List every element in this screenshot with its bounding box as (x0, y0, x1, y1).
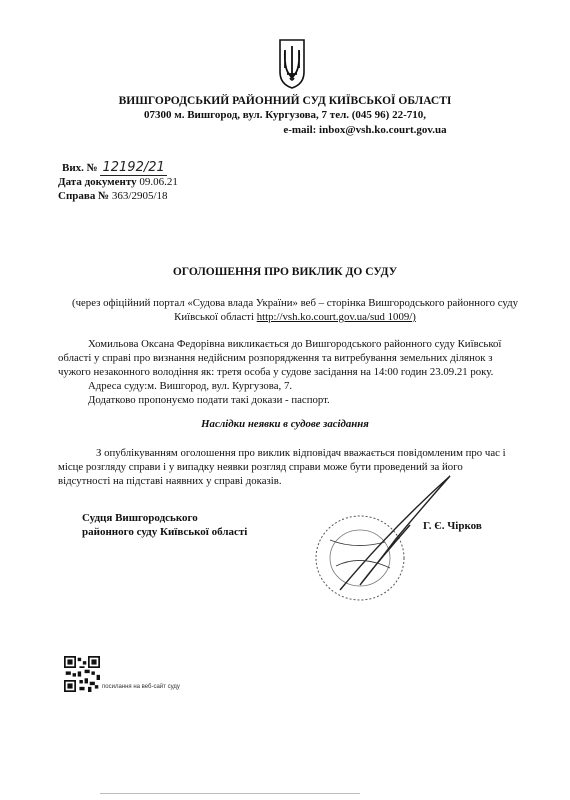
para2-line2: місце розгляду справи і у випадку неявки розгляд справи може бути проведений за його (58, 461, 463, 473)
case-value: 363/2905/18 (111, 190, 168, 202)
court-stamp-signature (300, 470, 470, 620)
scan-edge-line (100, 793, 360, 794)
consequence-title: Наслідки неявки в судове засідання (201, 418, 369, 430)
court-portal-link[interactable]: http://vsh.ko.court.gov.ua/sud 1009/) (256, 311, 416, 323)
court-name: ВИШГОРОДСЬКИЙ РАЙОННИЙ СУД КИЇВСЬКОЇ ОБЛАСТІ (118, 95, 452, 107)
outgoing-label: Вих. № (62, 162, 98, 174)
judge-title-line1: Судця Вишгородського (82, 512, 198, 524)
court-address: 07300 м. Вишгород, вул. Кургузова, 7 тел. (045 96) 22-710, (143, 109, 427, 121)
judge-title-line2: районного суду Київської області (82, 526, 248, 538)
case-number (58, 190, 168, 202)
qr-caption: посилання на веб-сайт суду (102, 684, 180, 690)
para1-line1: Хомильова Оксана Федорівна викликається до Вишгородського районного суду Київської (88, 338, 502, 350)
doc-date (58, 176, 178, 188)
court-address-line: Адреса суду:м. Вишгород, вул. Кургузова, 7. (88, 380, 293, 392)
judge-name: Г. Є. Чірков (423, 520, 482, 532)
para1-line3: чужого незаконного володіння як: третя особа у судове засідання на 14:00 годин 23.09.21 року. (58, 366, 494, 378)
case-label: Справа № (58, 190, 110, 202)
notice-subtitle-line1: (через офіційний портал «Судова влада України» веб – сторінка Вишгородського районного суду (71, 297, 518, 309)
subtitle-prefix: Київської області (174, 311, 257, 323)
doc-date-value: 09.06.21 (139, 176, 178, 188)
evidence-line: Додатково пропонуємо подати такі докази - паспорт. (88, 394, 330, 406)
qr-code[interactable] (64, 656, 100, 692)
notice-subtitle-line2 (30, 310, 560, 325)
para1-line2: області у справі про визнання недійсним розпорядження та витребування земельних ділянок з (58, 352, 493, 364)
notice-title: ОГОЛОШЕННЯ ПРО ВИКЛИК ДО СУДУ (172, 266, 398, 278)
para2-line1: З опублікуванням оголошення про виклик відповідач вважається повідомленим про час і (96, 447, 506, 459)
doc-date-label: Дата документу (58, 176, 137, 188)
para2-line3: відсутності на підставі наявних у справі доказів. (58, 475, 282, 487)
outgoing-number (62, 160, 167, 175)
outgoing-value: 12192/21 (102, 160, 165, 175)
court-email: e-mail: inbox@vsh.ko.court.gov.ua (283, 124, 447, 136)
coat-of-arms-icon (277, 38, 307, 90)
